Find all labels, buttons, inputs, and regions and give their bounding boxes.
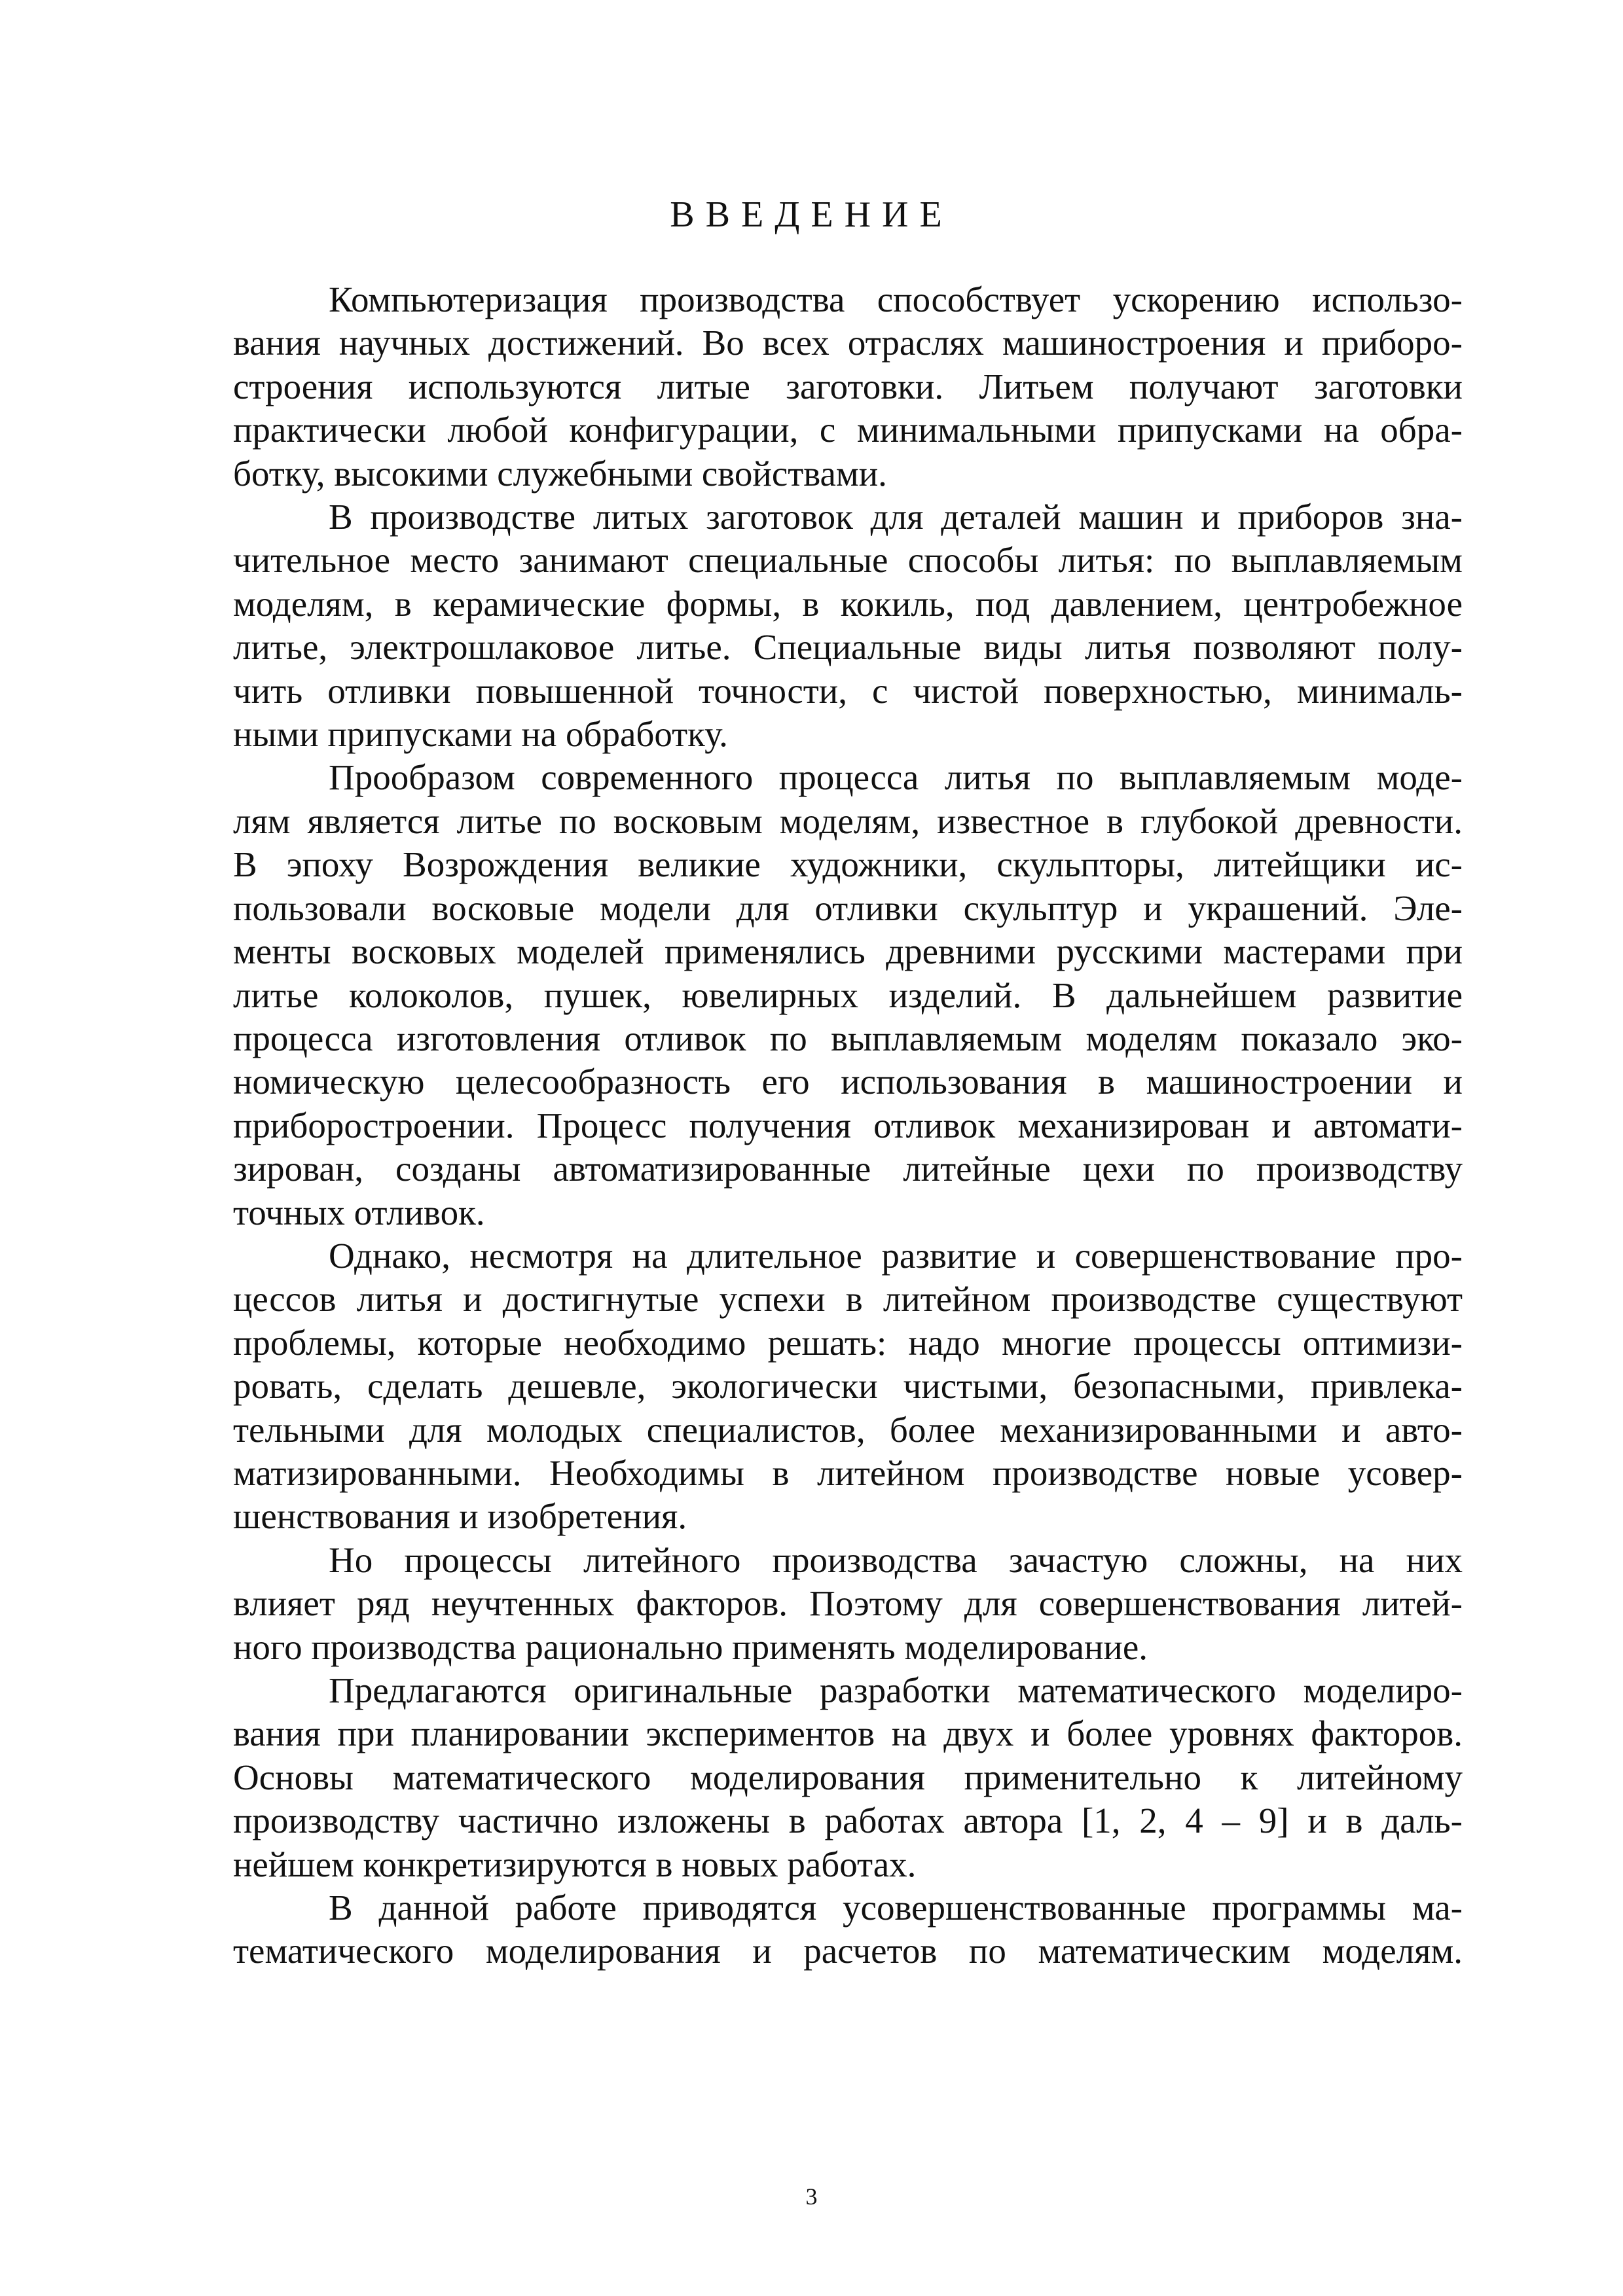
paragraph-line: вания при планировании экспериментов на двух и более уровнях факторов. bbox=[233, 1713, 1463, 1754]
paragraph bbox=[233, 278, 1463, 495]
paragraph-line: В эпоху Возрождения великие художники, скульпторы, литейщики ис- bbox=[233, 844, 1463, 885]
paragraph-line: зирован, созданы автоматизированные литейные цехи по производству bbox=[233, 1149, 1463, 1189]
paragraph-line: Компьютеризация производства способствует ускорению использо- bbox=[329, 279, 1463, 319]
paragraph-line: ного производства рационально применять моделирование. bbox=[233, 1626, 1148, 1667]
paragraph-line: проблемы, которые необходимо решать: надо многие процессы оптимизи- bbox=[233, 1322, 1463, 1363]
paragraph-line: чительное место занимают специальные способы литья: по выплавляемым bbox=[233, 540, 1463, 581]
paragraph-line: вания научных достижений. Во всех отраслях машиностроения и приборо- bbox=[233, 323, 1463, 363]
paragraph-line: шенствования и изобретения. bbox=[233, 1496, 687, 1537]
paragraph-line: процесса изготовления отливок по выплавляемым моделям показало эко- bbox=[233, 1018, 1463, 1058]
paragraph-line: влияет ряд неучтенных факторов. Поэтому для совершенствования литей- bbox=[233, 1583, 1463, 1624]
paragraph-line: приборостроении. Процесс получения отливок механизирован и автомати- bbox=[233, 1105, 1463, 1145]
paragraph-line: тематического моделирования и расчетов по математическим моделям. bbox=[233, 1931, 1463, 1971]
paragraph-line: Но процессы литейного производства зачастую сложны, на них bbox=[329, 1539, 1463, 1580]
paragraph-line: В производстве литых заготовок для деталей машин и приборов зна- bbox=[329, 497, 1463, 537]
paragraph-line: пользовали восковые модели для отливки скульптур и украшений. Эле- bbox=[233, 888, 1463, 928]
paragraph-line: цессов литья и достигнутые успехи в литейном производстве существуют bbox=[233, 1279, 1463, 1319]
paragraph-line: чить отливки повышенной точности, с чистой поверхностью, минималь- bbox=[233, 670, 1463, 711]
paragraph-line: ботку, высокими служебными свойствами. bbox=[233, 453, 887, 493]
paragraph-line: менты восковых моделей применялись древними русскими мастерами при bbox=[233, 931, 1463, 972]
paragraph-line: лям является литье по восковым моделям, известное в глубокой древности. bbox=[233, 800, 1463, 841]
paragraph-line: Прообразом современного процесса литья по выплавляемым моде- bbox=[329, 757, 1463, 798]
paragraph-line: Предлагаются оригинальные разработки математического моделиро- bbox=[329, 1670, 1463, 1710]
paragraph bbox=[233, 1886, 1463, 1973]
paragraph-line: Однако, несмотря на длительное развитие и совершенствование про- bbox=[329, 1235, 1463, 1276]
paragraph-line: литье колоколов, пушек, ювелирных изделий. В дальнейшем развитие bbox=[233, 975, 1463, 1015]
paragraph-line: литье, электрошлаковое литье. Специальные виды литья позволяют полу- bbox=[233, 627, 1463, 668]
paragraph-line: матизированными. Необходимы в литейном производстве новые усовер- bbox=[233, 1452, 1463, 1493]
paragraph-line: номическую целесообразность его использования в машиностроении и bbox=[233, 1062, 1463, 1102]
body-text bbox=[233, 278, 1463, 1973]
page-title: ВВЕДЕНИЕ bbox=[670, 194, 953, 235]
paragraph-line: ровать, сделать дешевле, экологически чистыми, безопасными, привлека- bbox=[233, 1366, 1463, 1407]
paragraph-line: Основы математического моделирования применительно к литейному bbox=[233, 1757, 1463, 1797]
paragraph-line: практически любой конфигурации, с минимальными припусками на обра- bbox=[233, 410, 1463, 450]
paragraph-line: точных отливок. bbox=[233, 1192, 485, 1232]
paragraph bbox=[233, 495, 1463, 756]
paragraph bbox=[233, 1539, 1463, 1669]
paragraph bbox=[233, 1669, 1463, 1886]
paragraph-line: нейшем конкретизируются в новых работах. bbox=[233, 1844, 917, 1884]
paragraph bbox=[233, 756, 1463, 1234]
paragraph bbox=[233, 1234, 1463, 1539]
paragraph-line: тельными для молодых специалистов, более механизированными и авто- bbox=[233, 1409, 1463, 1450]
paragraph-line: моделям, в керамические формы, в кокиль, под давлением, центробежное bbox=[233, 583, 1463, 624]
paragraph-line: ными припусками на обработку. bbox=[233, 714, 728, 755]
paragraph-line: строения используются литые заготовки. Литьем получают заготовки bbox=[233, 366, 1463, 406]
page-number: 3 bbox=[805, 2183, 818, 2210]
paragraph-line: производству частично изложены в работах автора [1, 2, 4 – 9] и в даль- bbox=[233, 1801, 1463, 1841]
paragraph-line: В данной работе приводятся усовершенствованные программы ма- bbox=[329, 1888, 1463, 1928]
